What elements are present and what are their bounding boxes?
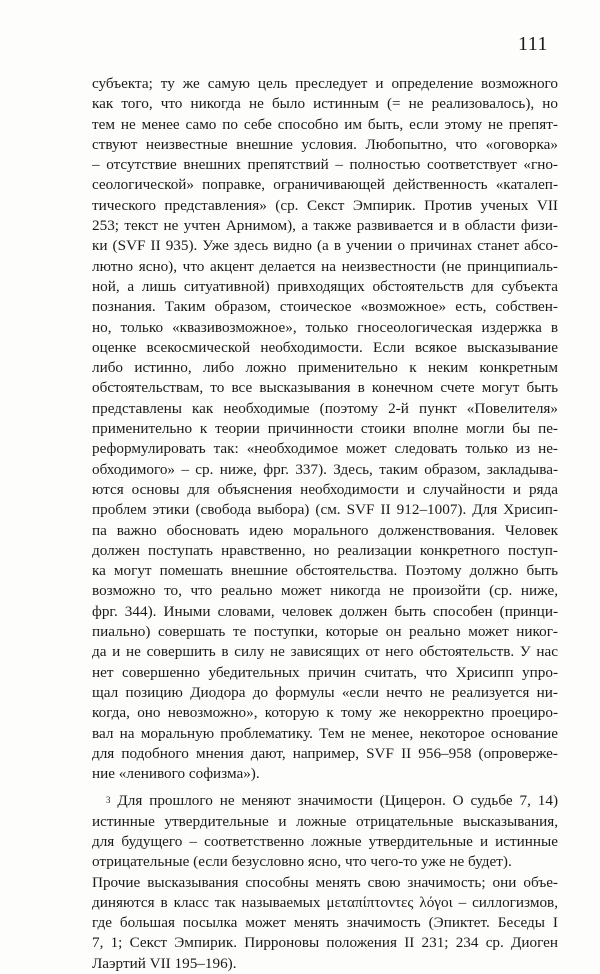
text-line: для будущего – соответственно ложные утвердительные и истинные (92, 832, 558, 850)
text-line: обходимого» – ср. ниже, фрг. 337). Здесь, таким образом, закладыва- (92, 460, 558, 478)
text-line: применительно к теории причинности стоики вполне могли бы пе- (92, 420, 558, 438)
text-line: тического представления» (ср. Секст Эмпирик. Против ученых VII (92, 196, 558, 214)
text-line: как того, что никогда не было истинным (= не реализовалось), но (92, 95, 558, 113)
body-text (92, 74, 558, 974)
text-line: для подобного мнения дают, например, SVF II 956–958 (опроверже- (92, 744, 558, 762)
text-line: истинные утвердительные и ложные отрицательные высказывания, (92, 812, 558, 830)
text-line: ствуют неизвестные внешние условия. Любопытно, что «оговорка» (92, 135, 558, 153)
text-line: па важно обосновать идею морального долженствования. Человек (92, 521, 558, 539)
footnote-first-line: Для прошлого не меняют значимости (Цицерон. О судьбе 7, 14) (117, 792, 558, 810)
footnote-marker: 3 (106, 795, 111, 806)
text-line: тем не менее само по себе способно им быть, если этому не препят- (92, 115, 558, 133)
text-line: да и не совершить в силу не зависящих от него обстоятельств. У нас (92, 643, 558, 661)
text-line: 253; текст не учтен Арнимом), а также развивается и в области физи- (92, 217, 558, 235)
text-line (92, 791, 558, 811)
text-line: реформулировать так: «необходимое может следовать только из не- (92, 440, 558, 458)
text-line: должен поступать нравственно, но реализации конкретного поступ- (92, 541, 558, 559)
page-number: 111 (517, 33, 548, 55)
text-line: ние «ленивого софизма»). (92, 765, 260, 783)
text-line: ной, а лишь ситуативной) привходящих обстоятельств для субъекта (92, 277, 558, 295)
text-line: диняются в класс так называемых μεταπίπτοντες λόγοι – силлогизмов, (92, 893, 558, 911)
text-line: лютно ясно), что акцент делается на неизвестности (не принципиаль- (92, 257, 558, 275)
text-line: – отсутствие внешних препятствий – полностью соответствует «гно- (92, 156, 558, 174)
text-line: ки (SVF II 935). Уже здесь видно (а в учении о причинах станет абсо- (92, 237, 558, 255)
text-line: Лаэртий VII 195–196). (92, 954, 237, 972)
text-line: нет совершенно убедительных причин считать, что Хрисипп упро- (92, 663, 558, 681)
text-line: субъекта; ту же самую цель преследует и определение возможного (92, 75, 558, 92)
text-line: оценке всекосмической необходимости. Если всякое высказывание (92, 338, 558, 356)
text-line: щал позицию Диодора до формулы «если нечто не реализуется ни- (92, 683, 558, 701)
text-line: обстоятельствам, то все высказывания в конечном счете могут быть (92, 379, 558, 397)
text-line: пиально) совершать те поступки, которые он реально может никог- (92, 623, 558, 641)
text-line: где большая посылка может менять значимость (Эпиктет. Беседы I (92, 914, 558, 932)
text-line: но, только «квазивозможное», только гносеологическая издержка в (92, 318, 558, 336)
text-line: представлены как необходимые (поэтому 2-й пункт «Повелителя» (92, 399, 558, 417)
text-line: познания. Таким образом, стоическое «возможное» есть, собствен- (92, 298, 558, 316)
text-line: ются основы для объяснения необходимости и случайности и ряда (92, 480, 558, 498)
text-line: фрг. 344). Иными словами, человек должен быть способен (принци- (92, 602, 558, 620)
text-line: проблем этики (свобода выбора) (см. SVF II 912–1007). Для Хрисип- (92, 501, 558, 519)
text-line: вал на моральную проблематику. Тем не менее, некоторое основание (92, 724, 558, 742)
text-line: ка могут помешать внешние обстоятельства. Поэтому должно быть (92, 562, 558, 580)
text-line: когда, оно невозможно», которую к тому же некорректно проециро- (92, 704, 558, 722)
text-line: либо истинно, либо ложно применительно к неким конкретным (92, 359, 558, 377)
footnote-paragraph (92, 791, 558, 974)
text-line: Прочие высказывания способны менять свою значимость; они объе- (92, 873, 558, 891)
text-line: отрицательные (если безусловно ясно, что чего-то уже не будет). (92, 853, 512, 871)
paragraph-gap (92, 784, 558, 791)
text-line: 7, 1; Секст Эмпирик. Пирроновы положения II 231; 234 ср. Диоген (92, 934, 558, 952)
text-line: сеологической» поправке, ограничивающей действенность «каталеп- (92, 176, 558, 194)
paragraph-main (92, 74, 558, 784)
text-line: возможно то, что реально может никогда не произойти (ср. ниже, (92, 582, 558, 600)
